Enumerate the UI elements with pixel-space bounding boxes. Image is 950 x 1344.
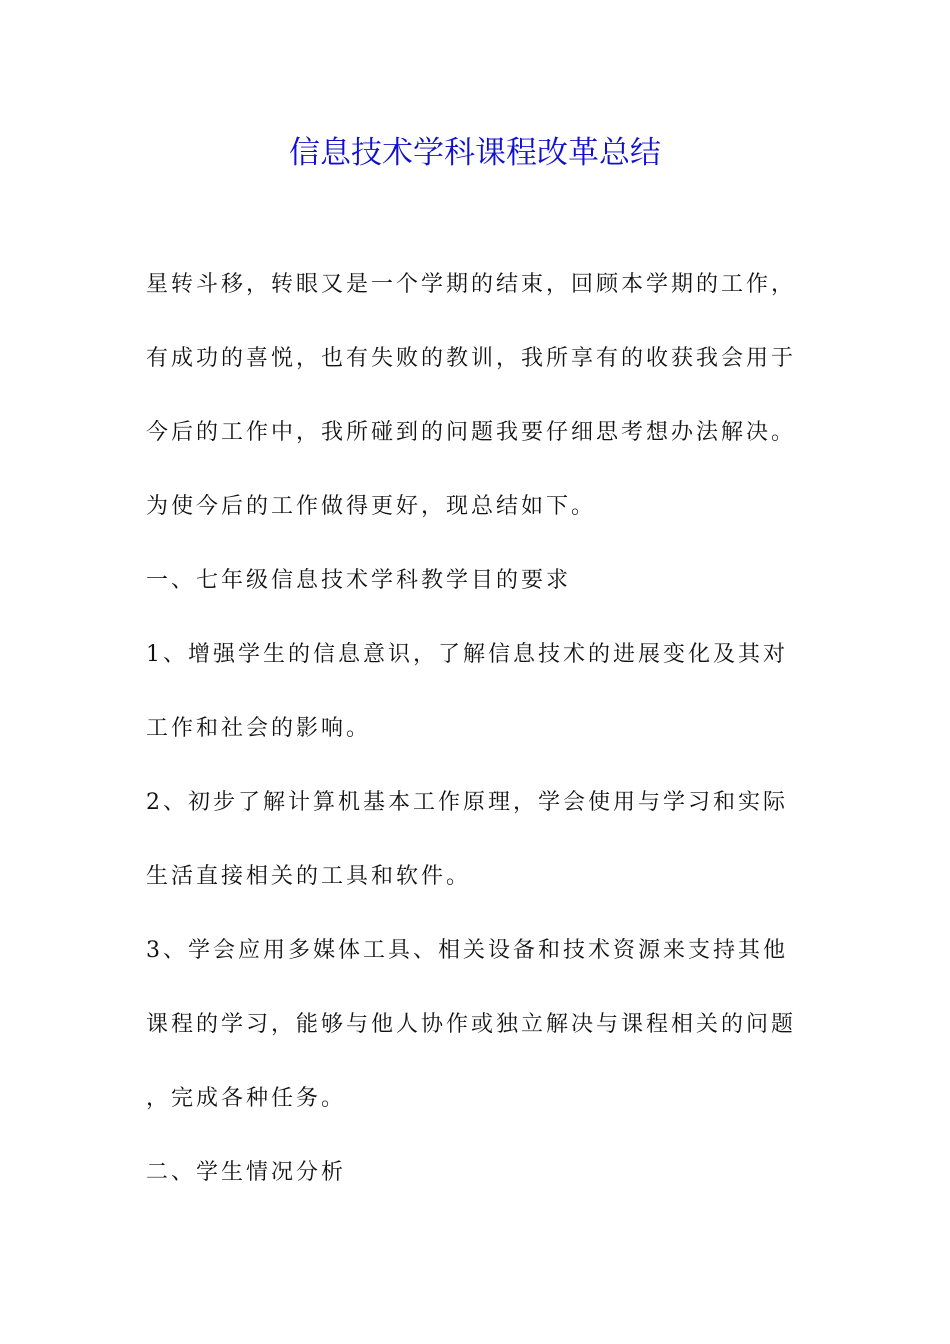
list-item-2: 2、初步了解计算机基本工作原理，学会使用与学习和实际生活直接相关的工具和软件。 [146,790,788,889]
document-title: 信息技术学科课程改革总结 [289,135,661,171]
list-item-3: 3、学会应用多媒体工具、相关设备和技术资源来支持其他课程的学习，能够与他人协作或独立解决与课程相关的问题，完成各种任务。 [146,938,797,1111]
intro-paragraph: 星转斗移，转眼又是一个学期的结束，回顾本学期的工作，有成功的喜悦，也有失败的教训，我所享有的收获我会用于今后的工作中，我所碰到的问题我要仔细思考想办法解决。为使今后的工作做得更好，现总结如下。 [146,272,797,519]
document-body [146,266,808,1210]
section-heading-2: 二、学生情况分析 [146,1160,347,1185]
list-item-1: 1、增强学生的信息意识，了解信息技术的进展变化及其对工作和社会的影响。 [146,642,788,741]
section-heading-1: 一、七年级信息技术学科教学目的要求 [146,568,572,593]
